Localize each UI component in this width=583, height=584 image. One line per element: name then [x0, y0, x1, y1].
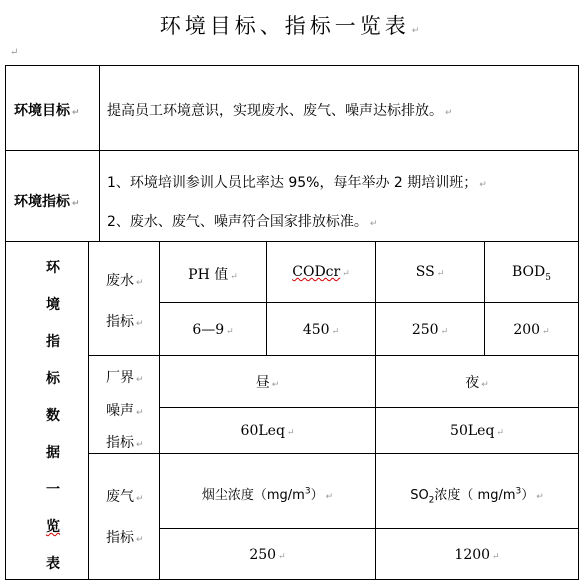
- table-border-right: [578, 65, 579, 580]
- vertical-char: 数: [46, 408, 60, 424]
- indicator-label: 环境指标 ↵: [14, 194, 80, 210]
- gas-label: 废气 ↵: [106, 489, 144, 505]
- noise-label: 厂界 ↵: [106, 370, 144, 386]
- table-divider: [88, 453, 579, 454]
- vertical-char: 表: [46, 556, 60, 572]
- value-ph: 6—9 ↵: [192, 322, 234, 338]
- vertical-char: 据: [46, 445, 60, 461]
- value-codcr: 450 ↵: [302, 322, 340, 338]
- wastewater-label: 废水 ↵: [106, 273, 144, 289]
- noise-label: 噪声 ↵: [106, 403, 144, 419]
- vertical-char: 境: [46, 297, 60, 313]
- paragraph-mark: ↵: [10, 47, 19, 58]
- table-divider: [159, 407, 579, 408]
- table-border-left: [5, 65, 6, 580]
- value-ss: 250 ↵: [411, 322, 449, 338]
- vertical-char: 指: [46, 334, 60, 350]
- header-night: 夜 ↵: [465, 375, 489, 391]
- header-ph: PH 值 ↵: [188, 267, 238, 283]
- table-border-bottom: [5, 579, 579, 580]
- value-bod5: 200 ↵: [513, 322, 550, 338]
- table-divider: [88, 241, 89, 580]
- table-divider: [375, 241, 376, 356]
- table-divider: [99, 65, 100, 242]
- header-ss: SS ↵: [415, 264, 445, 280]
- table-divider: [484, 241, 485, 356]
- page-title: [0, 10, 583, 40]
- header-day: 昼 ↵: [255, 375, 280, 391]
- table-divider: [159, 528, 579, 529]
- target-text: 提高员工环境意识，实现废水、废气、噪声达标排放。 ↵: [107, 103, 453, 119]
- table-divider: [159, 241, 160, 580]
- title-text: 环境目标、指标一览表: [159, 14, 410, 38]
- vertical-char: 览: [46, 519, 60, 535]
- table-divider: [5, 241, 579, 242]
- indicator-line-2: 2、废水、废气、噪声符合国家排放标准。 ↵: [107, 214, 378, 230]
- target-label: 环境目标 ↵: [14, 103, 80, 119]
- value-dust: 250 ↵: [249, 547, 286, 563]
- header-so2: $SO_2$浓度（ $mg/m^3$） ↵: [410, 486, 544, 506]
- header-codcr: CODcr ↵: [292, 264, 350, 280]
- gas-label: 指标 ↵: [106, 530, 144, 546]
- value-so2: 1200 ↵: [454, 547, 500, 563]
- data-section-label: [41, 0, 65, 584]
- table-divider: [5, 150, 579, 151]
- table-divider: [266, 241, 267, 356]
- table-divider: [159, 302, 579, 303]
- table-border-top: [5, 65, 579, 66]
- header-dust: 烟尘浓度$(mg/m^3)$ ↵: [201, 486, 334, 503]
- noise-label: 指标 ↵: [106, 435, 144, 451]
- table-divider: [88, 355, 579, 356]
- header-bod5: $BOD_5$: [512, 264, 551, 283]
- value-day: 60Leq ↵: [240, 423, 295, 439]
- paragraph-mark: ↵: [411, 26, 424, 36]
- indicator-line-1: 1、环境培训参训人员比率达 95%，每年举办 2 期培训班； ↵: [107, 175, 487, 191]
- vertical-char: 一: [46, 482, 60, 498]
- vertical-char: 标: [46, 371, 60, 387]
- vertical-char: 环: [46, 260, 60, 276]
- wastewater-label: 指标 ↵: [106, 314, 144, 330]
- value-night: 50Leq ↵: [450, 423, 504, 439]
